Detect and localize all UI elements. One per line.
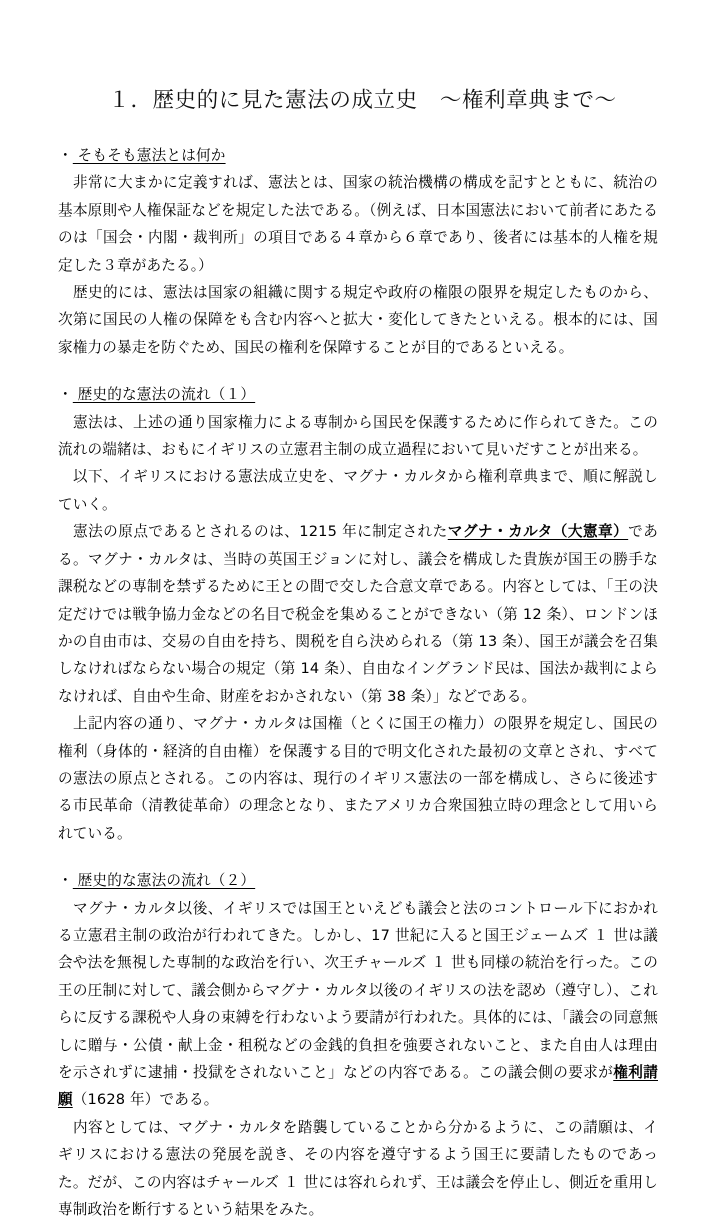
section-heading-label: 歴史的な憲法の流れ（２） bbox=[72, 872, 256, 890]
paragraph-text: 以下、イギリスにおける憲法成立史を、マグナ・カルタから権利章典まで、順に解説していく。 bbox=[58, 468, 658, 513]
paragraph bbox=[58, 1114, 658, 1223]
paragraph bbox=[58, 409, 658, 464]
section-heading-label: そもそも憲法とは何か bbox=[72, 147, 226, 164]
section-heading-label: 歴史的な憲法の流れ（１） bbox=[72, 386, 256, 404]
section-heading bbox=[58, 867, 658, 894]
paragraph bbox=[58, 169, 658, 279]
paragraph bbox=[58, 518, 658, 710]
bullet-icon: ・ bbox=[58, 147, 73, 164]
paragraph-text: 憲法の原点であるとされるのは、1215 年に制定された bbox=[73, 523, 448, 541]
section-heading bbox=[58, 142, 658, 169]
paragraph-text: （1628 年）である。 bbox=[72, 1091, 219, 1109]
document-section bbox=[58, 867, 658, 1223]
document-body bbox=[58, 142, 658, 1223]
paragraph bbox=[58, 710, 658, 847]
document-section bbox=[58, 381, 658, 847]
paragraph-text: である。マグナ・カルタは、当時の英国王ジョンに対し、議会を構成した貴族が国王の勝手な課税などの専制を禁ずるために王との間で交した合意文章である。内容としては、「王の決定だけでは戦争協力金などの名目で税金を集めることができない（第 12 条）、ロンドンほかの自由市は、交易の自由を持ち、関税を自ら決められる（第 13 条）、国王が議会を召集しなければならない場合の規定（第 14 条）、自由なイングランド民は、国法か裁判によらなければ、自由や生命、財産をおかされない（第 38 条）」などである。 bbox=[58, 523, 659, 705]
paragraph-text: 上記内容の通り、マグナ・カルタは国権（とくに国王の権力）の限界を規定し、国民の権利（身体的・経済的自由権）を保護する目的で明文化された最初の文章とされ、すべての憲法の原点とされる。この内容は、現行のイギリス憲法の一部を構成し、さらに後述する市民革命（清教徒革命）の理念となり、またアメリカ合衆国独立時の理念として用いられている。 bbox=[58, 715, 658, 842]
bullet-icon: ・ bbox=[58, 872, 73, 890]
bullet-icon: ・ bbox=[58, 386, 73, 404]
paragraph-text: マグナ・カルタ以後、イギリスでは国王といえども議会と法のコントロール下におかれる立憲君主制の政治が行われてきた。しかし、17 世紀に入ると国王ジェームズ １ 世は議会や法を無視した専制的な政治を行い、次王チャールズ １ 世も同様の統治を行った。この王の圧制に対して、議会側からマグナ・カルタ以後のイギリスの法を認め（遵守し）、これらに反する課税や人身の束縛を行わないよう要請が行われた。具体的には、「議会の同意無しに贈与・公債・献上金・租税などの金銭的負担を強要されないこと、また自由人は理由を示されずに逮捕・投獄をされないこと」などの内容である。この議会側の要求が bbox=[58, 899, 658, 1081]
paragraph-text: 憲法は、上述の通り国家権力による専制から国民を保護するために作られてきた。この流れの端緒は、おもにイギリスの立憲君主制の成立過程において見いだすことが出来る。 bbox=[58, 413, 658, 459]
paragraph-text: 内容としては、マグナ・カルタを踏襲していることから分かるように、この請願は、イギリスにおける憲法の発展を説き、その内容を遵守するよう国王に要請したものであった。だが、この内容はチャールズ １ 世には容れられず、王は議会を停止し、側近を重用し専制政治を断行するという結果をみた。 bbox=[58, 1118, 658, 1219]
paragraph bbox=[58, 895, 658, 1114]
section-heading bbox=[58, 381, 658, 408]
document-section bbox=[58, 142, 658, 361]
keyword-term: マグナ・カルタ（大憲章） bbox=[447, 523, 629, 541]
paragraph bbox=[58, 463, 658, 518]
paragraph-text: 非常に大まかに定義すれば、憲法とは、国家の統治機構の構成を記すとともに、統治の基本原則や人権保証などを規定した法である。（例えば、日本国憲法において前者にあたるのは「国会・内閣・裁判所」の項目である４章から６章であり、後者には基本的人権を規定した３章があたる。） bbox=[58, 174, 658, 274]
keyword-term: 権利請願 bbox=[58, 1064, 658, 1109]
paragraph bbox=[58, 279, 658, 361]
paragraph-text: 歴史的には、憲法は国家の組織に関する規定や政府の権限の限界を規定したものから、次第に国民の人権の保障をも含む内容へと拡大・変化してきたといえる。根本的には、国家権力の暴走を防ぐため、国民の権利を保障することが目的であるといえる。 bbox=[58, 284, 658, 356]
page-title: １．歴史的に見た憲法の成立史 〜権利章典まで〜 bbox=[108, 88, 617, 114]
